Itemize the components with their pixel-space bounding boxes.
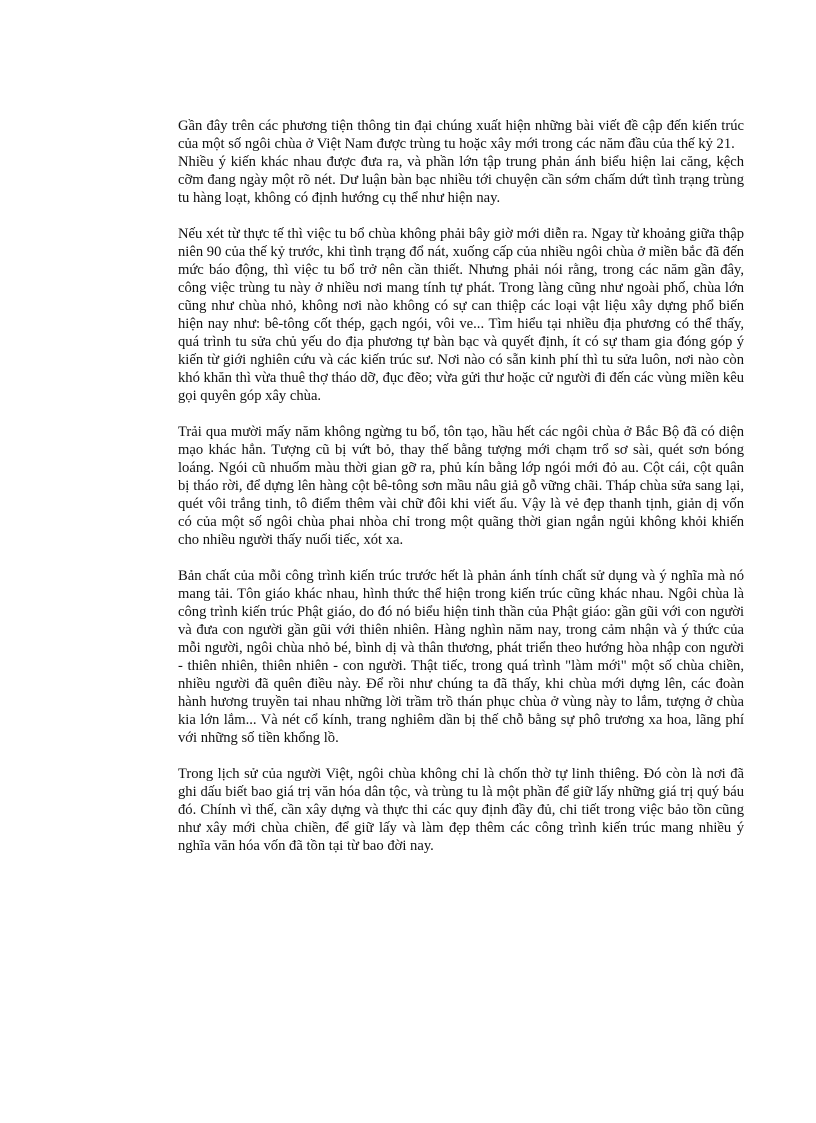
paragraph-restoration-history: Nếu xét từ thực tế thì việc tu bổ chùa không phải bây giờ mới diễn ra. Ngay từ khoảng giữa thập niên 90 của thế kỷ trước, khi tình trạng đổ nát, xuống cấp của nhiều ngôi chùa ở miền bắc đã đến mức báo động, thì việc tu bổ trở nên cần thiết. Nhưng phải nói rằng, trong các năm gần đây, công việc trùng tu này ở nhiều nơi mang tính tự phát. Trong làng cũng như ngoài phố, chùa lớn cũng như chùa nhỏ, không nơi nào không có sự can thiệp các loại vật liệu xây dựng phổ biến hiện nay như: bê-tông cốt thép, gạch ngói, vôi ve... Tìm hiểu tại nhiều địa phương có thể thấy, quá trình tu sửa chủ yếu do địa phương tự bàn bạc và quyết định, ít có sự tham gia đóng góp ý kiến từ giới nghiên cứu và các kiến trúc sư. Nơi nào có sẵn kinh phí thì tu sửa luôn, nơi nào còn khó khăn thì vừa thuê thợ tháo dỡ, đục đẽo; vừa gửi thư hoặc cử người đi đến các vùng miền kêu gọi quyên góp xây chùa. [178,226,744,404]
paragraph-intro: Gần đây trên các phương tiện thông tin đại chúng xuất hiện những bài viết đề cập đến kiến trúc của một số ngôi chùa ở Việt Nam được trùng tu hoặc xây mới trong các năm đầu của thế kỷ 21. [178,118,744,152]
paragraph-spacer [178,549,744,567]
paragraph-opinions: Nhiều ý kiến khác nhau được đưa ra, và phần lớn tập trung phản ánh biểu hiện lai căng, kệch cỡm đang ngày một rõ nét. Dư luận bàn bạc nhiều tới chuyện cần sớm chấm dứt tình trạng trùng tu hàng loạt, không có định hướng cụ thể như hiện nay. [178,154,744,206]
paragraph-essence: Bản chất của mỗi công trình kiến trúc trước hết là phản ánh tính chất sử dụng và ý nghĩa mà nó mang tải. Tôn giáo khác nhau, hình thức thể hiện trong kiến trúc cũng khác nhau. Ngôi chùa là công trình kiến trúc Phật giáo, do đó nó biểu hiện tinh thần của Phật giáo: gần gũi với con người và đưa con người gần gũi với thiên nhiên. Hàng nghìn năm nay, trong cảm nhận và ý thức của mỗi người, ngôi chùa nhỏ bé, bình dị và thân thương, phát triển theo hướng hòa nhập con người - thiên nhiên, thiên nhiên - con người. Thật tiếc, trong quá trình "làm mới" một số chùa chiền, nhiều người đã quên điều này. Để rồi như chúng ta đã thấy, khi chùa mới dựng lên, các đoàn hành hương truyền tai nhau những lời trầm trồ thán phục chùa ở vùng này to lắm, tượng ở chùa kia lớn lắm... Và nét cổ kính, trang nghiêm dần bị thế chỗ bằng sự phô trương xa hoa, lãng phí với những số tiền khổng lồ. [178,568,744,746]
paragraph-conclusion: Trong lịch sử của người Việt, ngôi chùa không chỉ là chốn thờ tự linh thiêng. Đó còn là nơi đã ghi dấu biết bao giá trị văn hóa dân tộc, và trùng tu là một phần để giữ lấy những giá trị quý báu đó. Chính vì thế, cần xây dựng và thực thi các quy định đầy đủ, chi tiết trong việc bảo tồn cũng như xây mới chùa chiền, để giữ lấy và làm đẹp thêm các công trình kiến trúc mang nhiều ý nghĩa văn hóa vốn đã tồn tại từ bao đời nay. [178,766,744,854]
paragraph-spacer [178,747,744,765]
paragraph-changes: Trải qua mười mấy năm không ngừng tu bổ, tôn tạo, hầu hết các ngôi chùa ở Bắc Bộ đã có diện mạo khác hẳn. Tượng cũ bị vứt bỏ, thay thế bằng tượng mới chạm trổ sơ sài, quét sơn bóng loáng. Ngói cũ nhuốm màu thời gian gỡ ra, phủ kín bằng lớp ngói mới đỏ au. Cột cái, cột quân bị tháo rời, để dựng lên hàng cột bê-tông sơn mầu nâu giả gỗ vững chãi. Tháp chùa sửa sang lại, quét vôi trắng tinh, tô điểm thêm vài chữ đôi khi viết ẩu. Vậy là vẻ đẹp thanh tịnh, giản dị vốn có của một số ngôi chùa phai nhòa chỉ trong một quãng thời gian ngắn ngủi không khỏi khiến cho nhiều người thấy nuối tiếc, xót xa. [178,424,744,548]
paragraph-spacer [178,405,744,423]
paragraph-spacer [178,207,744,225]
document-body [178,117,744,855]
